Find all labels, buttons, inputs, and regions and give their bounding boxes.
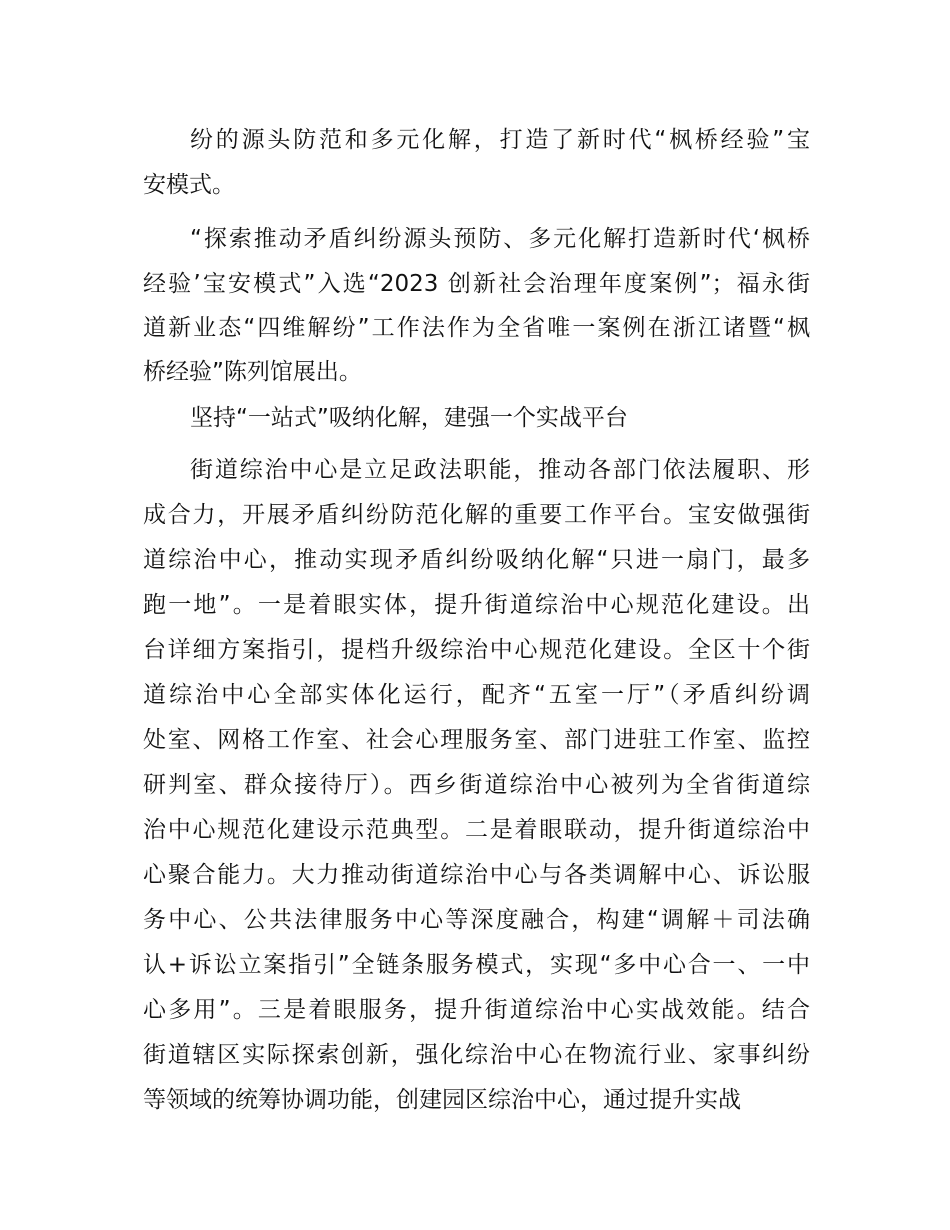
text-line: 台详细方案指引，提档升级综治中心规范化建设。全区十个街 bbox=[143, 637, 810, 663]
text-line: 纷的源头防范和多元化解，打造了新时代“枫桥经验”宝 bbox=[190, 127, 810, 153]
text-line: 街道辖区实际探索创新，强化综治中心在物流行业、家事纠纷 bbox=[143, 1042, 810, 1068]
text-line: 桥经验”陈列馆展出。 bbox=[143, 359, 362, 385]
text-line: 心聚合能力。大力推动街道综治中心与各类调解中心、诉讼服 bbox=[143, 862, 810, 888]
text-line: 成合力，开展矛盾纠纷防范化解的重要工作平台。宝安做强街 bbox=[143, 502, 810, 528]
text-line: 治中心规范化建设示范典型。二是着眼联动，提升街道综治中 bbox=[143, 817, 810, 843]
text-line: 等领域的统筹协调功能，创建园区综治中心，通过提升实战 bbox=[143, 1087, 741, 1113]
text-line: 道综治中心全部实体化运行，配齐“五室一厅”（矛盾纠纷调 bbox=[143, 682, 810, 708]
text-line: 跑一地”。一是着眼实体，提升街道综治中心规范化建设。出 bbox=[143, 592, 810, 618]
text-line: 安模式。 bbox=[143, 172, 235, 198]
text-line: “探索推动矛盾纠纷源头预防、多元化解打造新时代‘枫桥 bbox=[190, 226, 810, 252]
text-line: 务中心、公共法律服务中心等深度融合，构建“调解＋司法确 bbox=[143, 907, 810, 933]
text-line: 心多用”。三是着眼服务，提升街道综治中心实战效能。结合 bbox=[143, 997, 810, 1023]
text-line: 街道综治中心是立足政法职能，推动各部门依法履职、形 bbox=[190, 457, 810, 483]
section-heading: 坚持“一站式”吸纳化解，建强一个实战平台 bbox=[190, 405, 628, 431]
text-line: 处室、网格工作室、社会心理服务室、部门进驻工作室、监控 bbox=[143, 727, 810, 753]
text-line: 道综治中心，推动实现矛盾纠纷吸纳化解“只进一扇门，最多 bbox=[143, 547, 810, 573]
text-line: 经验’宝安模式”入选“2023 创新社会治理年度案例”；福永街 bbox=[143, 271, 810, 297]
text-line: 认+诉讼立案指引”全链条服务模式，实现“多中心合一、一中 bbox=[143, 952, 810, 978]
text-line: 研判室、群众接待厅）。西乡街道综治中心被列为全省街道综 bbox=[143, 772, 810, 798]
text-line: 道新业态“四维解纷”工作法作为全省唯一案例在浙江诸暨“枫 bbox=[143, 315, 810, 341]
